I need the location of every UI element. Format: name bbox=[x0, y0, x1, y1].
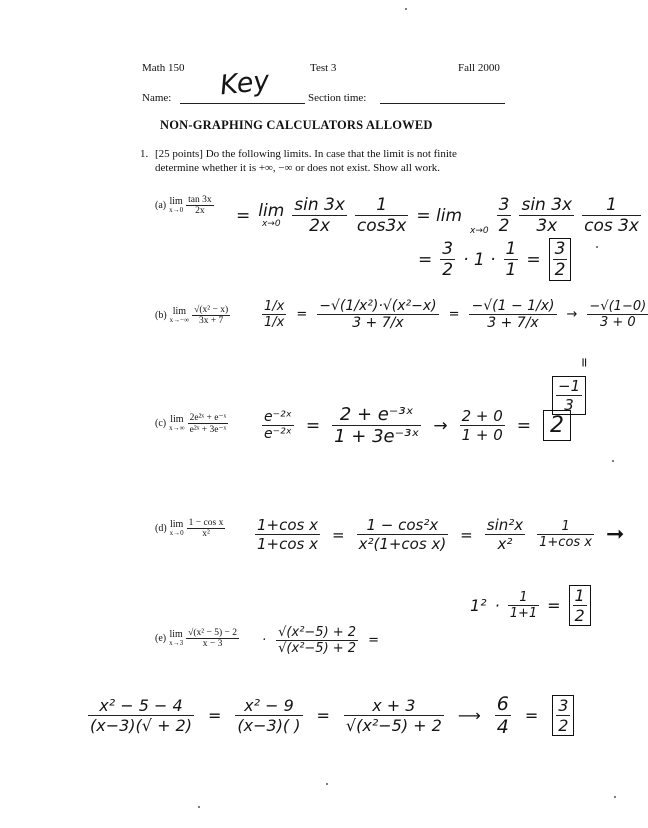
part-a-answer-box: $\frac{3}{2}$ bbox=[549, 238, 572, 281]
notice-title: NON-GRAPHING CALCULATORS ALLOWED bbox=[160, 118, 433, 132]
part-e-problem: (e) lim x→3 $\frac{\text{√(x² − 5) − 2}}{x - 3}$ bbox=[155, 628, 237, 649]
part-b-answer-box: $\frac{-1}{3}$ bbox=[552, 376, 586, 415]
part-d-answer-box: $\frac{1}{2}$ bbox=[569, 585, 591, 626]
part-b-fraction: $\frac{\text{√(x² − x)}}{3x + 7}$ bbox=[194, 305, 229, 326]
name-label: Name: bbox=[142, 92, 172, 104]
part-b-problem: (b) lim x→−∞ $\frac{\text{√(x² − x)}}{3x + 7}$ bbox=[155, 305, 229, 326]
part-a-fraction: $\frac{\tan 3x}{2x}$ bbox=[188, 195, 212, 216]
part-e-work: $\frac{\text{x² − 5 − 4}}{(x-3)(√ + 2)}$ = $\frac{\text{x² − 9}}{(x-3)( )}$ = $\frac{x + 3}{\text{√(x²−5) + 2}}$ ⟶ $\frac{6}{4}$ = $\frac{3}{2}$ bbox=[88, 693, 574, 738]
part-a-lim: lim x→0 bbox=[169, 196, 184, 214]
part-d-work-line2: 1² · $\frac{1}{1+1}$ = $\frac{1}{2}$ bbox=[470, 585, 591, 626]
part-c-fraction: $\frac{\text{2e²ˣ + e⁻ˣ}}{\text{e²ˣ + 3e⁻ˣ}}$ bbox=[189, 413, 227, 435]
part-e-label: (e) bbox=[155, 633, 167, 644]
section-underline bbox=[380, 103, 505, 104]
scan-speck bbox=[596, 246, 598, 248]
section-label: Section time: bbox=[308, 92, 367, 104]
part-e-answer-box: $\frac{3}{2}$ bbox=[552, 695, 574, 736]
scan-speck bbox=[198, 806, 200, 808]
term-label: Fall 2000 bbox=[458, 62, 500, 74]
part-e-fraction: $\frac{\text{√(x² − 5) − 2}}{x - 3}$ bbox=[188, 628, 237, 649]
part-b-work: $\frac{1/x}{1/x}$ = $\frac{\text{−√(1/x²)·√(x²−x)}}{3 + 7/x}$ = $\frac{-√(1 - 1/x)}{3 + 7/x}$ → $\frac{-√(1-0)}{3 + 0}$ bbox=[264, 298, 647, 331]
part-a-problem bbox=[155, 195, 214, 216]
course-label: Math 150 bbox=[142, 62, 185, 74]
name-handwritten: Key bbox=[218, 65, 271, 102]
part-a-work-line2: = $\frac{3}{2}$ · 1 · $\frac{1}{1}$ = $\frac{3}{2}$ bbox=[418, 238, 571, 281]
scan-speck bbox=[614, 796, 616, 798]
scan-speck bbox=[612, 460, 614, 462]
scan-speck bbox=[326, 783, 328, 785]
part-c-problem: (c) lim x→∞ $\frac{\text{2e²ˣ + e⁻ˣ}}{\text{e²ˣ + 3e⁻ˣ}}$ bbox=[155, 413, 227, 435]
name-underline bbox=[180, 103, 305, 104]
question-text-line1: [25 points] Do the following limits. In case that the limit is not finite bbox=[155, 148, 457, 160]
part-d-work-line1: $\frac{\text{1+cos x}}{\text{1+cos x}}$ = $\frac{\text{1 − cos²x}}{\text{x²(1+cos x)}}$ = $\frac{\text{sin²x}}{\text{x²}}$ $\frac{1}{\text{1+cos x}}$ ➞ bbox=[257, 516, 625, 553]
part-c-answer-box: 2 bbox=[543, 410, 571, 441]
question-text-line2: determine whether it is +∞, −∞ or does not exist. Show all work. bbox=[155, 162, 441, 174]
part-d-fraction: $\frac{\text{1 − cos x}}{\text{x²}}$ bbox=[188, 518, 224, 539]
part-c-work: $\frac{\text{e⁻²ˣ}}{\text{e⁻²ˣ}}$ = $\frac{\text{2 + e⁻³ˣ}}{\text{1 + 3e⁻³ˣ}}$ → $\frac{2 + 0}{1 + 0}$ = 2 bbox=[262, 404, 571, 447]
part-d-label: (d) bbox=[155, 523, 167, 534]
part-e-multiplier: · $\frac{\text{√(x²−5) + 2}}{\text{√(x²−5) + 2}}$ = bbox=[262, 625, 379, 656]
scan-speck bbox=[405, 8, 407, 10]
part-a-work-line1: = lim x→0 $\frac{\sin 3x}{2x}$ $\frac{1}{\cos 3x}$ = lim x→0 $\frac{3}{2}$ $\frac{\sin 3x}{3x}$ $\frac{1}{\cos 3x}$ bbox=[236, 195, 639, 236]
part-d-problem: (d) lim x→0 $\frac{\text{1 − cos x}}{\text{x²}}$ bbox=[155, 518, 224, 539]
part-a-label: (a) bbox=[155, 200, 167, 211]
test-label: Test 3 bbox=[310, 62, 337, 74]
part-b-label: (b) bbox=[155, 310, 167, 321]
part-b-equals-down: = bbox=[575, 357, 591, 368]
part-c-label: (c) bbox=[155, 418, 167, 429]
question-number: 1. bbox=[140, 148, 149, 160]
